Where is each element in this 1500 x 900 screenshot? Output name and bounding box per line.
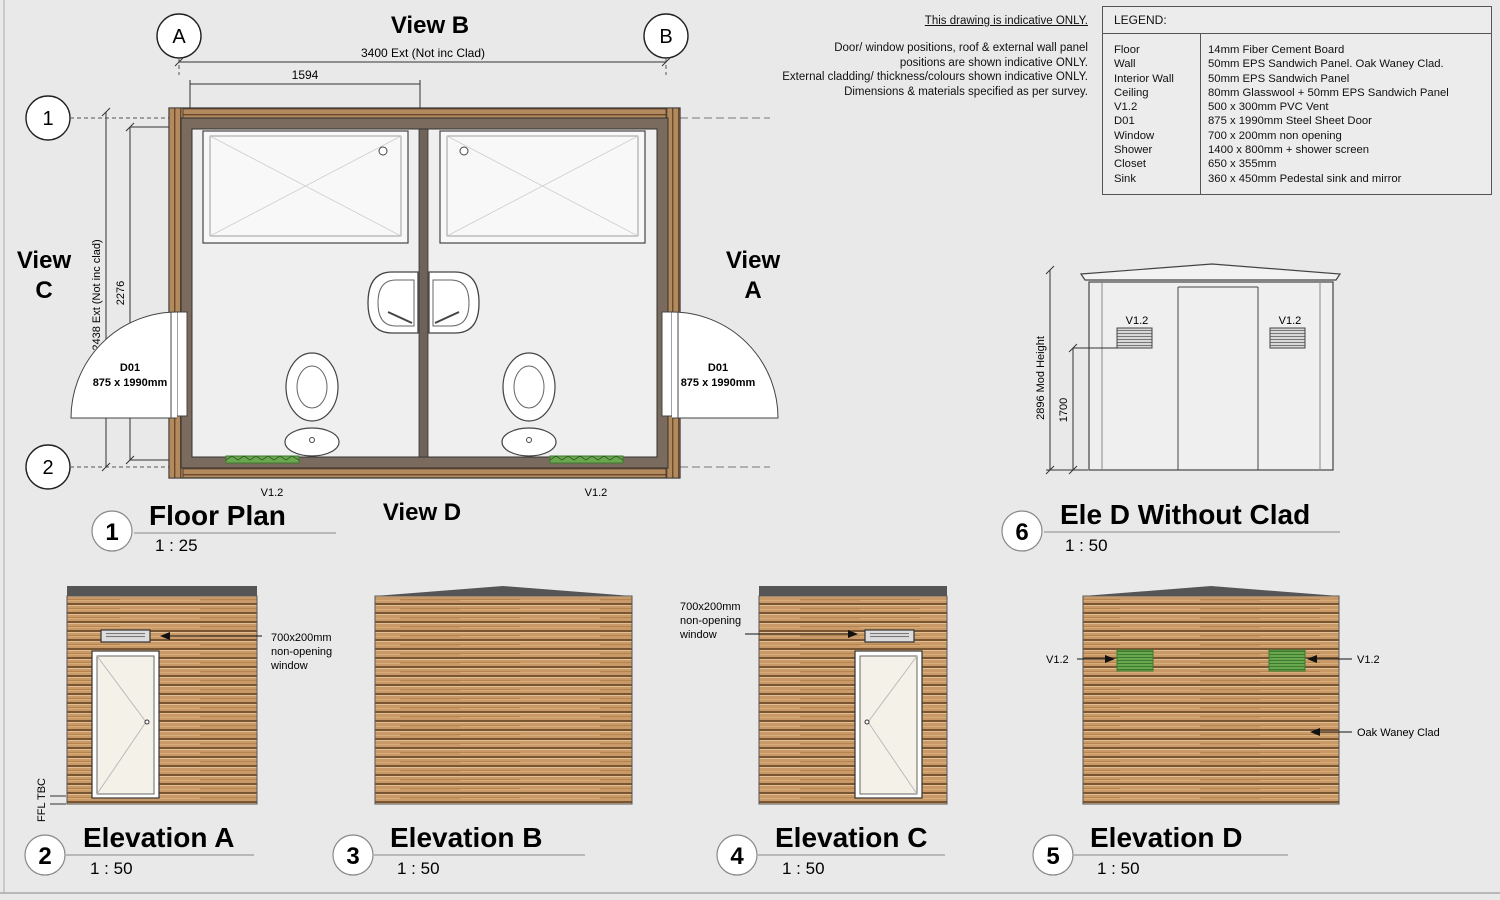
elevation-b-number: 3 <box>346 843 360 870</box>
legend-key: Closet <box>1114 158 1147 171</box>
sink-right <box>429 272 479 333</box>
dim-1700-text: 1700 <box>1058 397 1070 423</box>
elevation-a-title: Elevation A <box>83 822 235 853</box>
floor-plan-scale: 1 : 25 <box>155 536 198 555</box>
grid-bubble-a <box>157 14 201 75</box>
elevation-c-window-note-2: non-opening <box>680 615 742 627</box>
legend-value: 50mm EPS Sandwich Panel <box>1208 72 1350 85</box>
vent-plan-right <box>550 456 623 463</box>
ele-d-noclad-number: 6 <box>1015 519 1029 546</box>
view-a-label: View <box>725 247 781 274</box>
legend-key: Ceiling <box>1114 86 1149 99</box>
elevation-c-window-note-3: window <box>680 629 717 641</box>
ele-d-without-clad <box>1002 264 1340 555</box>
elevation-c-window-note-1: 700x200mm <box>680 601 741 613</box>
sink-left <box>368 272 418 333</box>
elevation-b-scale: 1 : 50 <box>397 859 440 878</box>
legend-value: 360 x 450mm Pedestal sink and mirror <box>1208 172 1402 185</box>
legend-key: Window <box>1114 129 1155 142</box>
legend-value: 500 x 300mm PVC Vent <box>1208 101 1329 114</box>
vent-noclad-right <box>1270 328 1305 348</box>
elevation-d <box>1033 586 1440 878</box>
inner-dimension-text: 1594 <box>291 68 319 82</box>
legend-key: Interior Wall <box>1114 72 1174 85</box>
elevation-a-window-note-3: window <box>271 660 308 672</box>
door-right-size: 875 x 1990mm <box>680 377 756 389</box>
elevation-c-title: Elevation C <box>775 822 928 853</box>
floor-plan-title: Floor Plan <box>149 500 286 531</box>
vent-plan-right-label: V1.2 <box>584 487 608 499</box>
view-d-label: View D <box>382 499 462 526</box>
legend-key: Wall <box>1114 58 1136 71</box>
elevation-d-number: 5 <box>1046 843 1060 870</box>
inner-dimension <box>190 80 420 110</box>
inner-height-dimension-text: 2276 <box>115 280 127 306</box>
toilet-right <box>502 353 556 456</box>
vent-plan-left <box>226 456 299 463</box>
note-line: External cladding/ thickness/colours shown indicative ONLY. <box>782 71 1088 84</box>
legend-value: 875 x 1990mm Steel Sheet Door <box>1208 115 1372 128</box>
elevation-c-number: 4 <box>730 843 744 870</box>
height-dimension-text: 2438 Ext (Not inc clad) <box>91 239 103 351</box>
legend-value: 650 x 355mm <box>1208 158 1277 171</box>
elevation-c <box>679 586 947 878</box>
note-line: Dimensions & materials specified as per survey. <box>844 85 1088 98</box>
vent-plan-left-label: V1.2 <box>260 487 284 499</box>
legend-value: 700 x 200mm non opening <box>1208 129 1342 142</box>
elevation-d-wall <box>1083 596 1339 804</box>
vent-noclad-left <box>1117 328 1152 348</box>
legend-value: 14mm Fiber Cement Board <box>1208 44 1345 56</box>
legend-title: LEGEND: <box>1103 7 1491 34</box>
elevation-d-vent-right <box>1269 650 1305 671</box>
door-right-code: D01 <box>707 362 729 374</box>
elevation-b-title: Elevation B <box>390 822 543 853</box>
elevation-a-number: 2 <box>38 843 52 870</box>
legend-key: Shower <box>1114 144 1153 157</box>
svg-text:2: 2 <box>42 457 54 479</box>
view-a-letter: A <box>744 277 762 304</box>
door-left-size: 875 x 1990mm <box>92 377 168 389</box>
interior-partition <box>419 129 428 457</box>
svg-text:B: B <box>659 26 673 48</box>
legend-key: D01 <box>1114 115 1135 128</box>
vent-noclad-right-label: V1.2 <box>1278 315 1302 327</box>
floor-plan <box>17 12 781 555</box>
door-left-code: D01 <box>119 362 141 374</box>
legend-value: 50mm EPS Sandwich Panel. Oak Waney Clad. <box>1208 58 1444 71</box>
elevation-a-scale: 1 : 50 <box>90 859 133 878</box>
grid-bubble-b <box>644 14 688 75</box>
elevation-a <box>25 586 332 878</box>
elevation-b <box>333 586 632 878</box>
legend-key: Floor <box>1114 44 1140 56</box>
mod-height-text: 2896 Mod Height <box>1035 336 1047 420</box>
toilet-left <box>285 353 339 456</box>
elevation-b-wall <box>375 596 632 804</box>
elevation-a-window-note-1: 700x200mm <box>271 632 332 644</box>
note-line: Door/ window positions, roof & external wall panel <box>834 42 1088 55</box>
shower-right <box>440 131 645 243</box>
ele-d-noclad-scale: 1 : 50 <box>1065 536 1108 555</box>
indicative-heading: This drawing is indicative ONLY. <box>924 15 1088 27</box>
view-c-label: View <box>16 247 72 274</box>
floor-plan-number: 1 <box>105 519 119 546</box>
elevation-d-vent-left-label: V1.2 <box>1046 654 1069 666</box>
shower-left <box>203 131 408 243</box>
legend-key: Sink <box>1114 172 1136 185</box>
elevation-d-scale: 1 : 50 <box>1097 859 1140 878</box>
legend-key: V1.2 <box>1114 101 1138 114</box>
view-b-label: View B <box>390 12 470 39</box>
legend-value: 80mm Glasswool + 50mm EPS Sandwich Panel <box>1208 86 1449 99</box>
ele-d-noclad-title: Ele D Without Clad <box>1060 499 1311 530</box>
width-dimension-text: 3400 Ext (Not inc Clad) <box>360 46 486 60</box>
ffl-tbc-text: FFL TBC <box>36 777 48 823</box>
note-line: positions are shown indicative ONLY. <box>899 56 1088 69</box>
elevation-d-vent-left <box>1117 650 1153 671</box>
svg-text:A: A <box>172 26 186 48</box>
elevation-d-clad-note: Oak Waney Clad <box>1357 727 1440 739</box>
svg-text:1: 1 <box>42 108 54 130</box>
view-c-letter: C <box>35 277 53 304</box>
elevation-d-vent-right-label: V1.2 <box>1357 654 1380 666</box>
elevation-a-window-note-2: non-opening <box>271 646 333 658</box>
elevation-c-scale: 1 : 50 <box>782 859 825 878</box>
elevation-d-title: Elevation D <box>1090 822 1243 853</box>
vent-noclad-left-label: V1.2 <box>1125 315 1149 327</box>
legend-value: 1400 x 800mm + shower screen <box>1208 144 1370 157</box>
